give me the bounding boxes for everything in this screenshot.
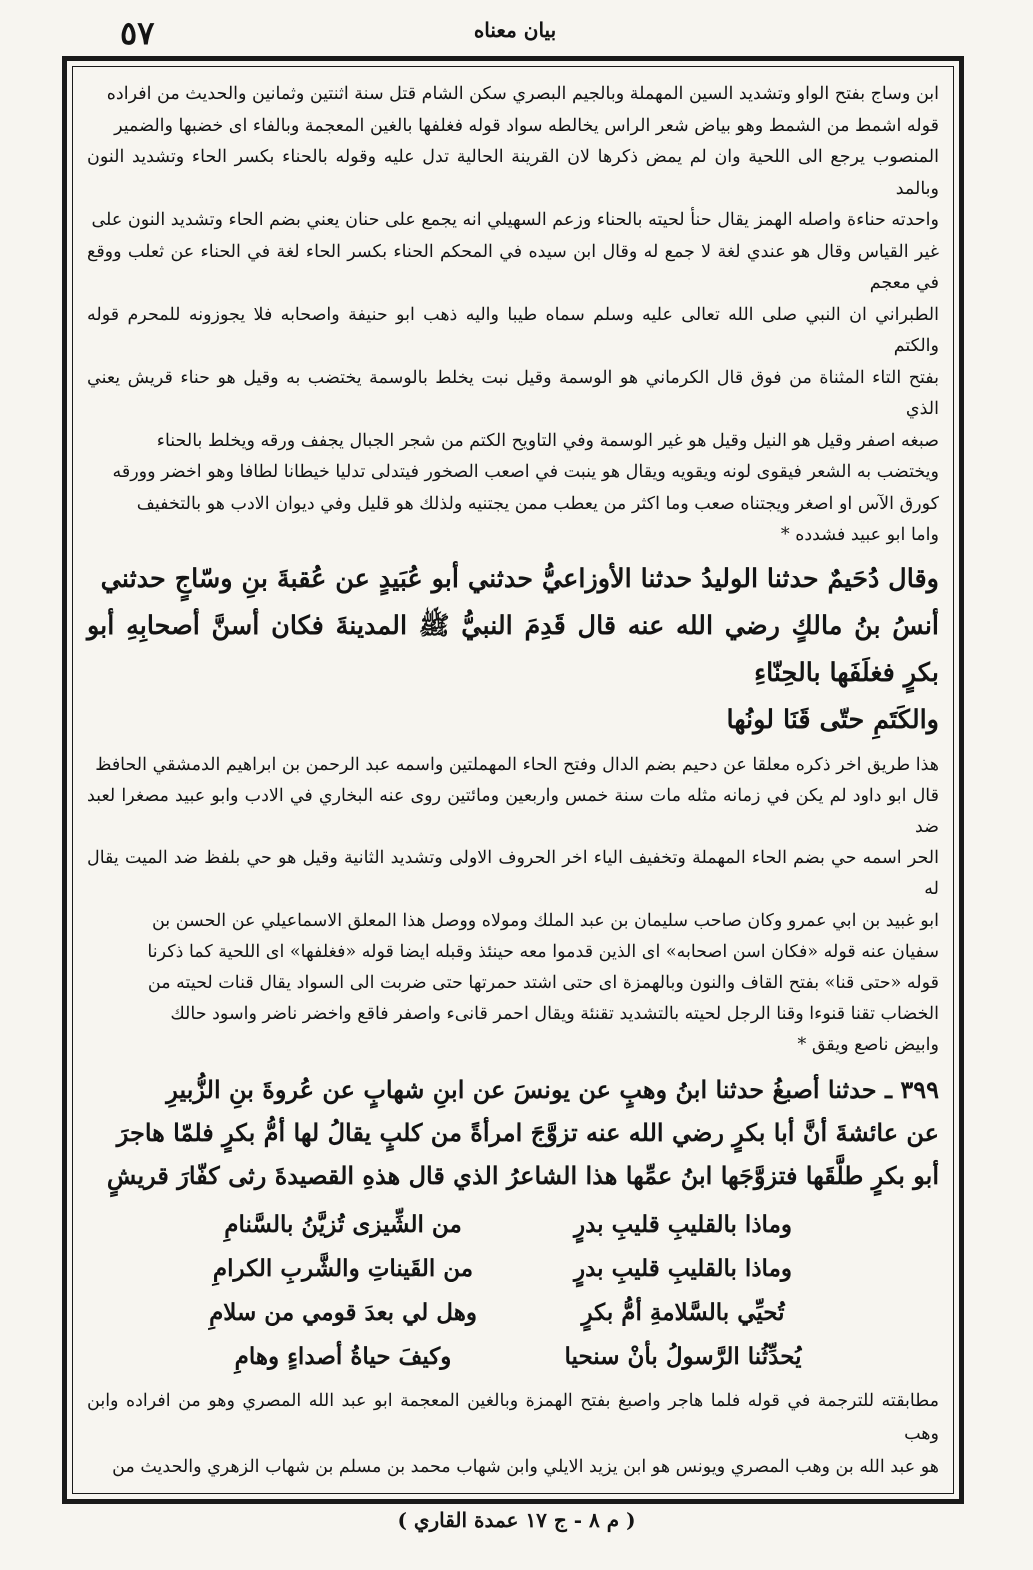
commentary-block-1 xyxy=(87,73,939,552)
commentary-block-3 xyxy=(87,1385,939,1484)
text-line: الخضاب تقنا قنوءا وقنا الرجل لحيته بالتشديد تقنئة ويقال احمر قانىء واصفر فاقع واخضر ناضر واسود حالك xyxy=(170,1004,939,1025)
text-line: مطابقته للترجمة في قوله فلما هاجر واصبغ بفتح الهمزة وبالغين المعجمة ابو عبد الله المصري وهو من افراده وابن وهب xyxy=(87,1390,939,1444)
text-line: هو عبد الله بن وهب المصري ويونس هو ابن يزيد الايلي وابن شهاب محمد بن مسلم بن شهاب الزهري والحديث من xyxy=(112,1456,939,1477)
page-header xyxy=(60,14,970,54)
poem xyxy=(87,1203,939,1379)
poem-verse xyxy=(87,1291,939,1335)
text-line: واما ابو عبيد فشدده * xyxy=(780,525,939,545)
text-line: صبغه اصفر وقيل هو النيل وقيل هو غير الوسمة وفي التاويح الكتم من شجر الجبال يجفف ورقه ويخلط بالحناء xyxy=(156,430,939,451)
hadith-line: أنسُ بنُ مالكٍ رضي الله عنه قال قَدِمَ النبيُّ ﷺ المدينةَ فكان أسنَّ أصحابِهِ أبو بكرٍ فغلَفَها بالحِنّاءِ xyxy=(87,610,939,688)
text-line: كورق الآس او اصغر ويجتناه صعب وما اكثر من يعطب ممن يجتنيه ولذلك هو قليل وفي ديوان الادب هو بالتخفيف xyxy=(136,493,939,514)
text-line: هذا طريق اخر ذكره معلقا عن دحيم بضم الدال وفتح الحاء المهملتين واسمه عبد الرحمن بن ابراهيم الدمشقي الحافظ xyxy=(95,754,939,775)
hadith-line: والكَتَمِ حتّى قَنَا لونُها xyxy=(726,704,939,735)
text-frame xyxy=(72,66,954,1494)
poem-verse xyxy=(87,1335,939,1379)
verse-second-hemistich: وكيفَ حياةُ أصداءٍ وهامِ xyxy=(234,1342,452,1370)
text-line: ابو غبيد بن ابي عمرو وكان صاحب سليمان بن عبد الملك ومولاه ووصل هذا المعلق الاسماعيلي عن الحسن بن xyxy=(151,910,939,931)
verse-second-hemistich: من القَيناتِ والشَّربِ الكرامِ xyxy=(212,1254,474,1282)
commentary-block-2 xyxy=(87,750,939,1062)
hadith-line: ٣٩٩ ـ حدثنا أصبغُ حدثنا ابنُ وهبٍ عن يونسَ عن ابنِ شهابٍ عن عُروةَ بنِ الزُّبيرِ xyxy=(166,1074,939,1104)
page-number: ٥٧ xyxy=(120,14,155,52)
hadith-line: وقال دُحَيمٌ حدثنا الوليدُ حدثنا الأوزاعيُّ حدثني أبو عُبَيدٍ عن عُقبةَ بنِ وسّاجٍ حدثني xyxy=(100,563,939,594)
text-line: غير القياس وقال هو عندي لغة لا جمع له وقال ابن سيده في المحكم الحناء بكسر الحاء لغة في الحناء عن ثعلب ووقع في معجم xyxy=(87,241,939,293)
text-line: ابن وساج بفتح الواو وتشديد السين المهملة وبالجيم البصري سكن الشام قتل سنة اثنتين وثمانين والحديث من افراده xyxy=(106,84,939,104)
verse-second-hemistich: من الشِّيزى تُزيَّنُ بالسَّنامِ xyxy=(224,1210,462,1238)
text-line: سفيان عنه قوله «فكان اسن اصحابه» اى الذين قدموا معه حينئذ وقبله ايضا قوله «فغلفها» اى اللحية كما ذكرنا xyxy=(147,941,939,962)
verse-first-hemistich: تُحيِّي بالسَّلامةِ أمُّ بكرٍ xyxy=(581,1298,785,1326)
text-line: قوله اشمط من الشمط وهو بياض شعر الراس يخالطه سواد قوله فغلفها بالغين المعجمة وبالفاء اى خضبها والضمير xyxy=(114,115,939,136)
text-line: وابيض ناصع ويقق * xyxy=(797,1035,939,1056)
text-line: الحر اسمه حي بضم الحاء المهملة وتخفيف الياء اخر الحروف الاولى وتشديد الثانية وقيل هو حي بلفظ ضد الميت يقال له xyxy=(87,848,939,900)
text-line: بفتح التاء المثناة من فوق قال الكرماني هو الوسمة وقيل نبت يخلط بالوسمة يختضب به وقيل هو حناء قريش يعني الذي xyxy=(87,367,939,419)
hadith-line: عن عائشةَ أنَّ أبا بكرٍ رضي الله عنه تزوَّجَ امرأةً من كلبٍ يقالُ لها أمُّ بكرٍ فلمّا هاجرَ xyxy=(116,1117,939,1147)
text-line: واحدته حناءة واصله الهمز يقال حنأ لحيته بالحناء وزعم السهيلي انه يجمع على حنان يعني بضم الحاء وتشديد النون على xyxy=(91,210,939,230)
verse-first-hemistich: يُحدِّثُنا الرَّسولُ بأنْ سنحيا xyxy=(564,1342,802,1370)
text-line: قال ابو داود لم يكن في زمانه مثله مات سنة خمس واربعين ومائتين روى عنه البخاري في الادب وابو عبيد مصغرا لعبد ضد xyxy=(87,785,939,837)
text-line: المنصوب يرجع الى اللحية وان لم يمض ذكرها لان القرينة الحالية تدل عليه وقوله بالحناء بكسر الحاء وتشديد النون وبالمد xyxy=(87,147,939,199)
running-title: بيان معناه xyxy=(473,18,557,42)
poem-verse xyxy=(87,1203,939,1247)
verse-second-hemistich: وهل لي بعدَ قومي من سلامِ xyxy=(209,1298,477,1326)
hadith-text-2 xyxy=(87,1068,939,1197)
page-footer-signature: ( م ٨ - ج ١٧ عمدة القاري ) xyxy=(397,1508,636,1532)
hadith-text-1 xyxy=(87,556,939,744)
text-line: قوله «حتى قنا» بفتح القاف والنون وبالهمزة اى حتى اشتد حمرتها حتى ضربت الى السواد يقال قنات لحيته من xyxy=(147,972,939,993)
poem-verse xyxy=(87,1247,939,1291)
verse-first-hemistich: وماذا بالقليبِ قليبِ بدرٍ xyxy=(574,1210,792,1238)
hadith-line: أبو بكرٍ طلَّقَها فتزوَّجَها ابنُ عمِّها هذا الشاعرُ الذي قال هذهِ القصيدةَ رثى كفّارَ قريشٍ xyxy=(106,1160,939,1190)
text-line: الطبراني ان النبي صلى الله تعالى عليه وسلم سماه طيبا واليه ذهب ابو حنيفة واصحابه فلا يجوزونه للمحرم قوله والكتم xyxy=(87,304,939,356)
text-line: ويختضب به الشعر فيقوى لونه ويقويه ويقال هو ينبت في اصعب الصخور فيتدلى تدليا خيطانا لطافا وهو اخضر وورقه xyxy=(112,462,939,482)
verse-first-hemistich: وماذا بالقليبِ قليبِ بدرٍ xyxy=(574,1254,792,1282)
